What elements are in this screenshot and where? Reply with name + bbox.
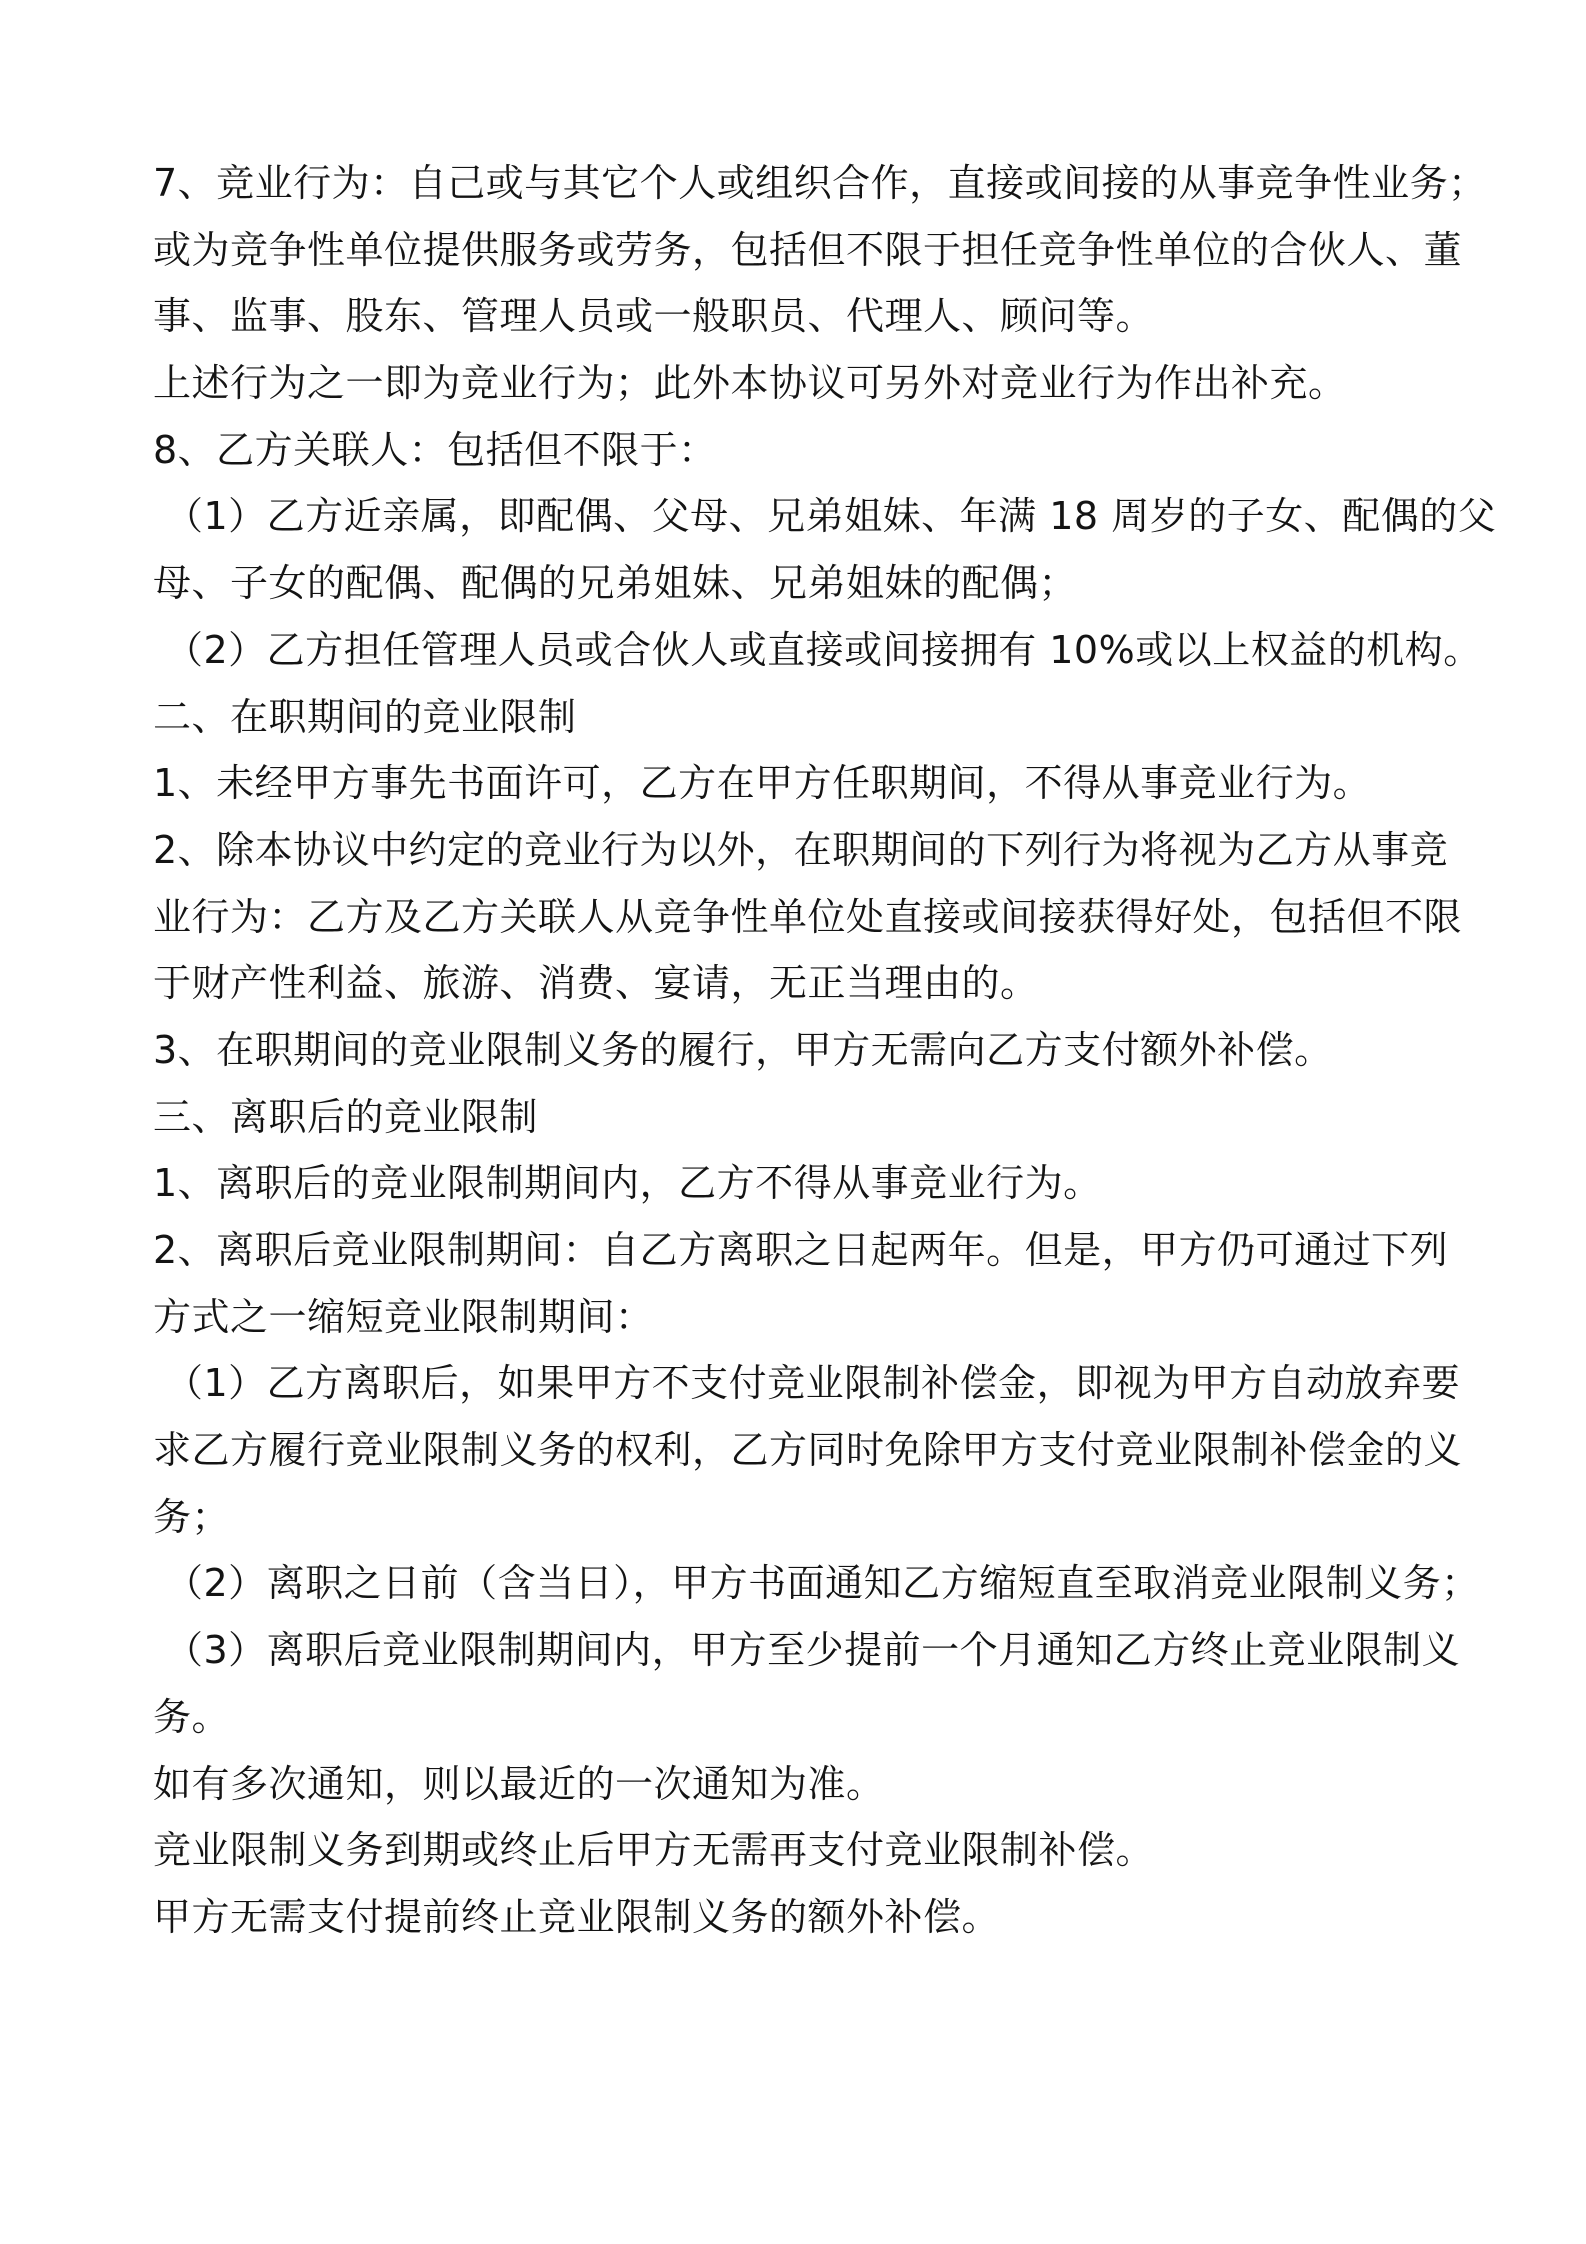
text-line: 8、乙方关联人：包括但不限于： <box>153 427 717 472</box>
section-heading: 二、在职期间的竞业限制 <box>153 694 577 739</box>
document-body <box>153 150 1497 1951</box>
section-heading: 三、离职后的竞业限制 <box>153 1094 539 1139</box>
text-line: （2）离职之日前（含当日），甲方书面通知乙方缩短直至取消竞业限制义务； <box>165 1561 1480 1606</box>
text-line: 竞业限制义务到期或终止后甲方无需再支付竞业限制补偿。 <box>153 1828 1155 1873</box>
text-line: （3）离职后竞业限制期间内，甲方至少提前一个月通知乙方终止竞业限制义 <box>165 1628 1461 1673</box>
text-line: 方式之一缩短竞业限制期间： <box>153 1294 654 1339</box>
text-line: 上述行为之一即为竞业行为；此外本协议可另外对竞业行为作出补充。 <box>153 361 1347 406</box>
text-line: （2）乙方担任管理人员或合伙人或直接或间接拥有 10%或以上权益的机构。 <box>165 627 1482 672</box>
text-line: 或为竞争性单位提供服务或劳务，包括但不限于担任竞争性单位的合伙人、董 <box>153 227 1463 272</box>
text-line: 2、除本协议中约定的竞业行为以外，在职期间的下列行为将视为乙方从事竞 <box>153 827 1449 872</box>
text-line: 母、子女的配偶、配偶的兄弟姐妹、兄弟姐妹的配偶； <box>153 561 1078 606</box>
text-line: 业行为：乙方及乙方关联人从竞争性单位处直接或间接获得好处，包括但不限 <box>153 894 1463 939</box>
text-line: 1、未经甲方事先书面许可，乙方在甲方任职期间，不得从事竞业行为。 <box>153 761 1372 806</box>
text-line: 7、竞业行为：自己或与其它个人或组织合作，直接或间接的从事竞争性业务； <box>153 161 1487 205</box>
text-line: 甲方无需支付提前终止竞业限制义务的额外补偿。 <box>153 1894 1001 1939</box>
text-line: 3、在职期间的竞业限制义务的履行，甲方无需向乙方支付额外补偿。 <box>153 1027 1333 1072</box>
text-line: 务。 <box>153 1694 231 1739</box>
text-line: （1）乙方离职后，如果甲方不支付竞业限制补偿金，即视为甲方自动放弃要 <box>165 1361 1461 1406</box>
text-line: 于财产性利益、旅游、消费、宴请，无正当理由的。 <box>153 961 1039 1006</box>
text-line: 求乙方履行竞业限制义务的权利，乙方同时免除甲方支付竞业限制补偿金的义 <box>153 1428 1463 1473</box>
text-line: 务； <box>153 1494 231 1539</box>
text-line: 1、离职后的竞业限制期间内，乙方不得从事竞业行为。 <box>153 1161 1102 1206</box>
text-line: （1）乙方近亲属，即配偶、父母、兄弟姐妹、年满 18 周岁的子女、配偶的父 <box>165 494 1497 539</box>
text-line: 事、监事、股东、管理人员或一般职员、代理人、顾问等。 <box>153 294 1155 339</box>
text-line: 2、离职后竞业限制期间：自乙方离职之日起两年。但是，甲方仍可通过下列 <box>153 1228 1449 1272</box>
text-line: 如有多次通知，则以最近的一次通知为准。 <box>153 1761 885 1806</box>
